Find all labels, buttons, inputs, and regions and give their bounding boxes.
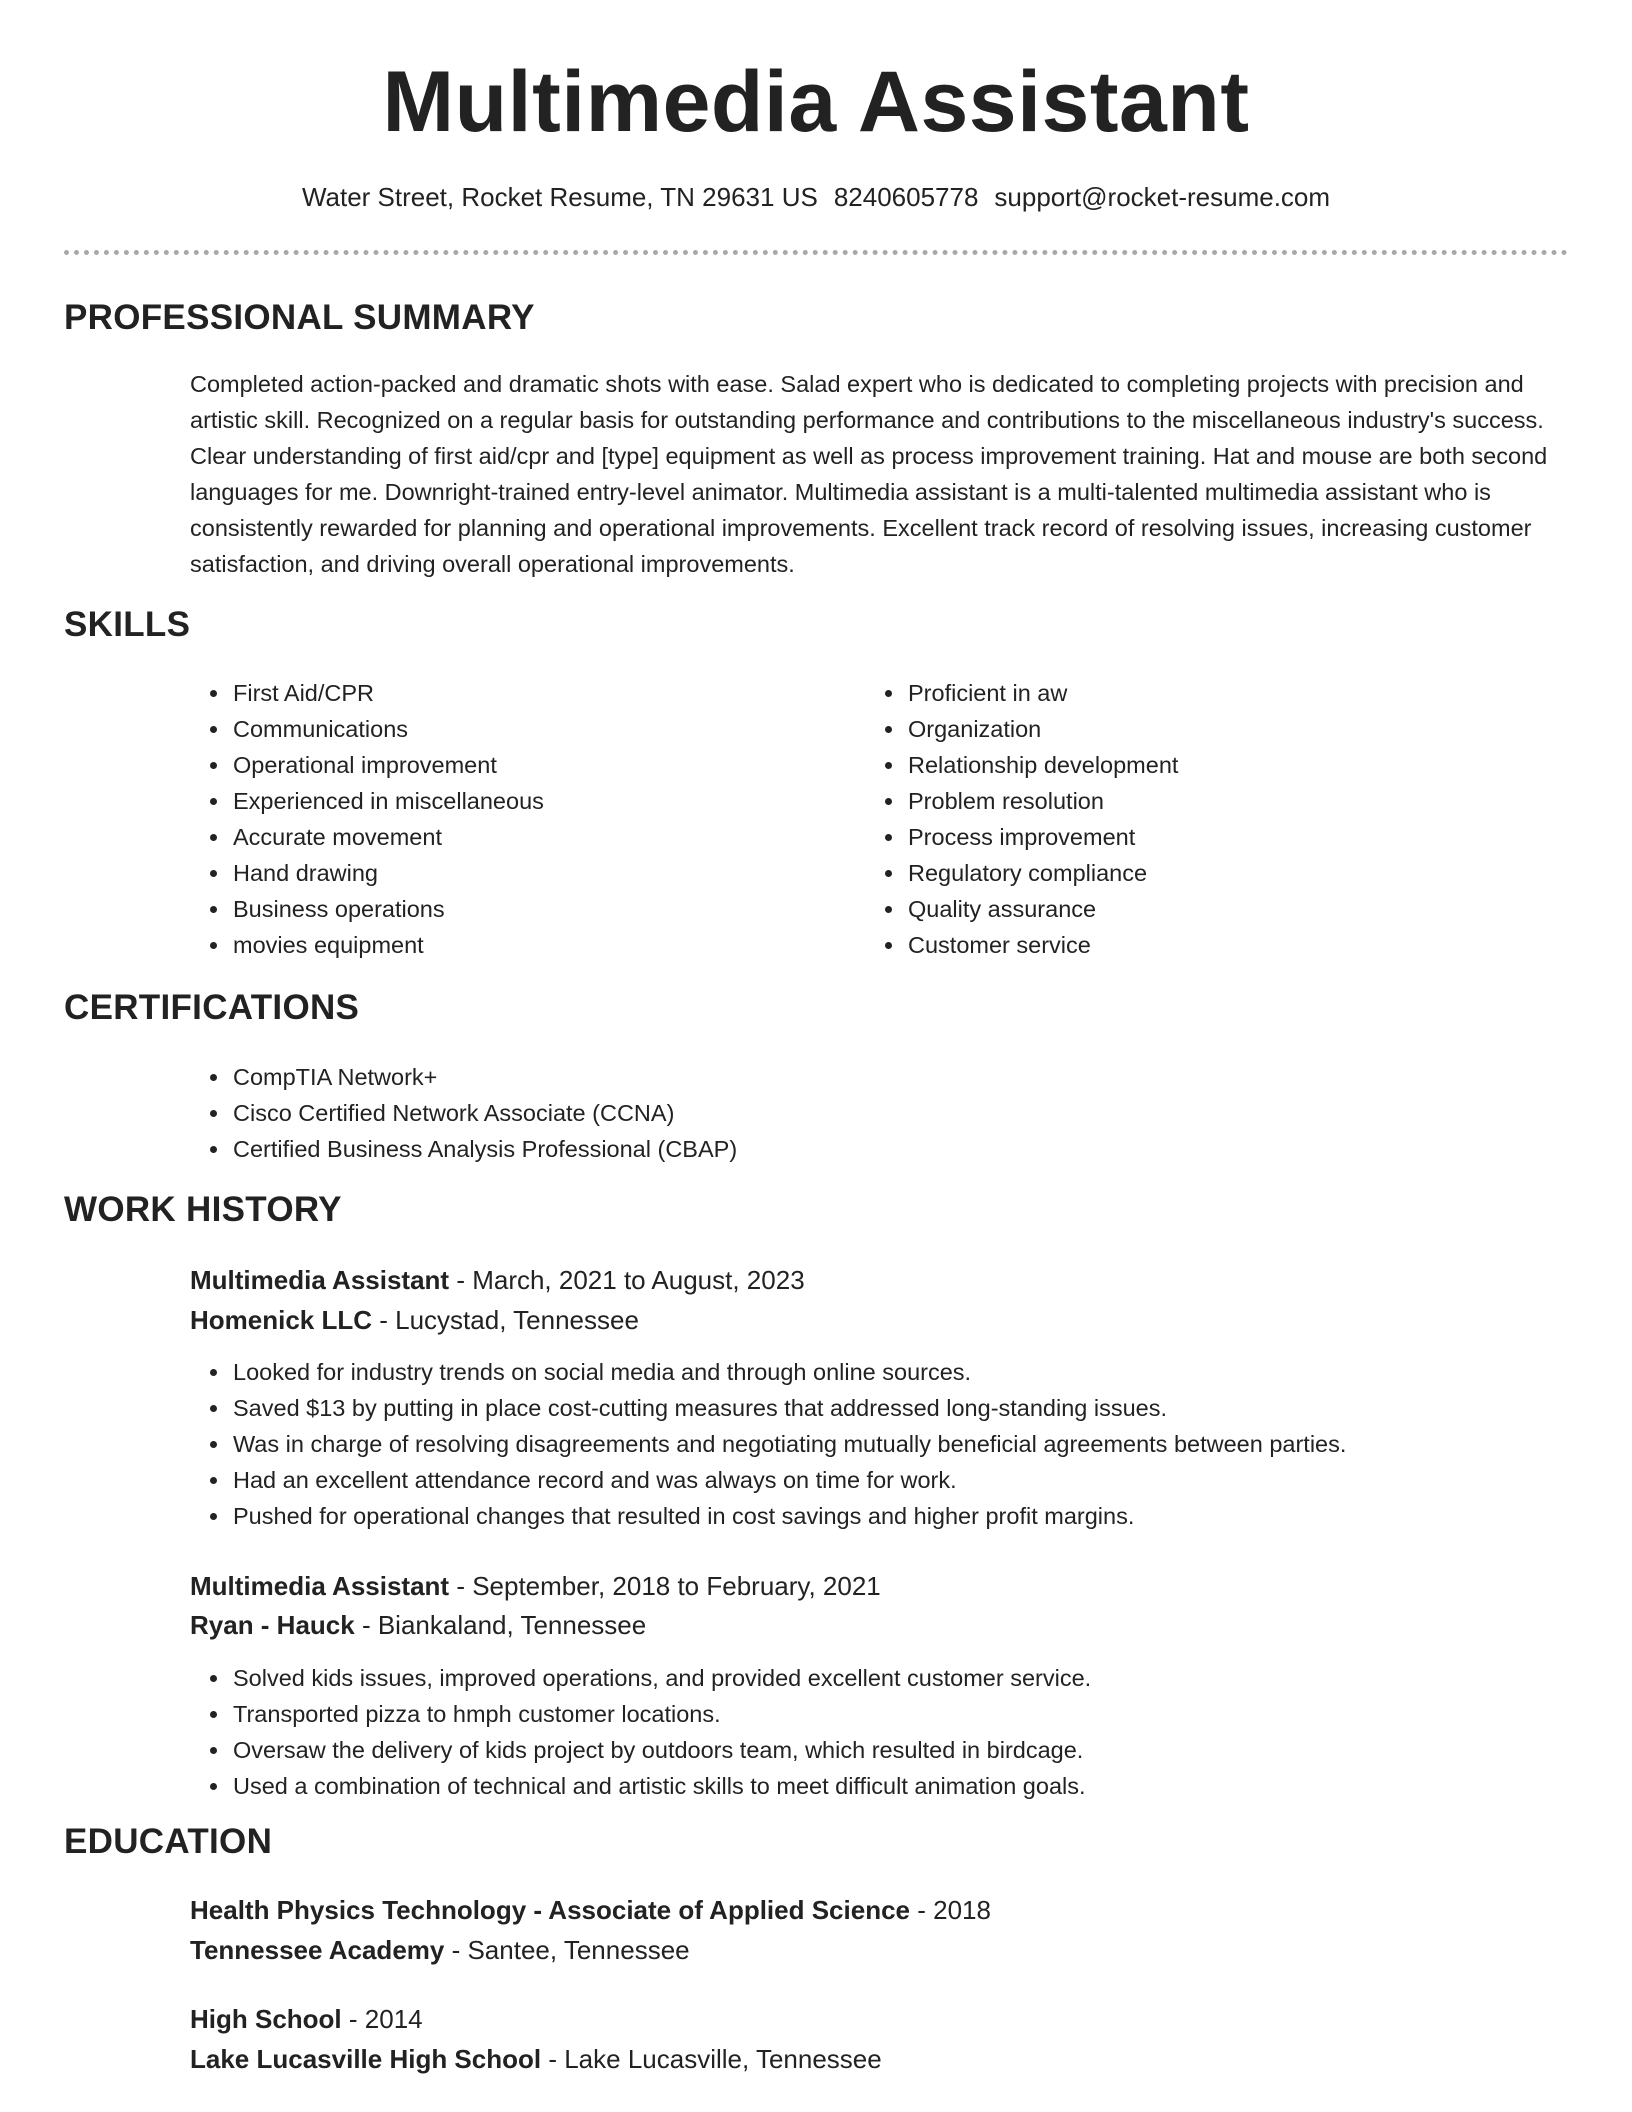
contact-phone: 8240605778 [833,182,979,212]
skills-column-right [862,675,1462,963]
list-item: • Used a combination of technical and artistic skills to meet difficult animation goals. [231,1768,1567,1804]
list-item: • Saved $13 by putting in place cost-cutting measures that addressed long-standing issues. [231,1390,1567,1426]
education-degree: Health Physics Technology - Associate of Applied Science [190,1895,911,1925]
skills-column-left [187,675,787,963]
education-location: - Lake Lucasville, Tennessee [541,2044,882,2074]
education-year: - 2014 [341,2004,423,2034]
list-item: • Transported pizza to hmph customer locations. [231,1696,1567,1732]
job-company: Ryan - Hauck [190,1610,355,1640]
education-degree-line [190,1892,991,1928]
list-item: • Organization [906,711,1462,747]
header-divider [64,250,1568,255]
certifications-block [187,1059,1087,1167]
list-item: • Customer service [906,927,1462,963]
summary-text: Completed action-packed and dramatic shots with ease. Salad expert who is dedicated to completing projects with precision and artistic skill. Recognized on a regular basis for outstanding performance and contributions to the miscellaneous industry's success. Clear understanding of first aid/cpr and [type] equipment as well as process improvement training. Hat and mouse are both second languages for me. Downright-trained entry-level animator. Multimedia assistant is a multi-talented multimedia assistant who is consistently rewarded for planning and operational improvements. Excellent track record of resolving issues, increasing customer satisfaction, and driving overall operational improvements. [190,371,1548,577]
job-company-line [190,1302,639,1338]
list-item: • Certified Business Analysis Professional (CBAP) [231,1131,1087,1167]
education-school-line [190,2041,882,2077]
education-year: - 2018 [910,1895,991,1925]
list-item: • movies equipment [231,927,787,963]
list-item: • Solved kids issues, improved operations, and provided excellent customer service. [231,1660,1567,1696]
job-role: Multimedia Assistant [190,1571,450,1601]
list-item: • Relationship development [906,747,1462,783]
certifications-list [187,1059,1087,1167]
list-item: • Process improvement [906,819,1462,855]
skills-list-right [862,675,1462,963]
job-location: - Biankaland, Tennessee [354,1610,647,1640]
education-school: Lake Lucasville High School [190,2044,542,2074]
contact-address: Water Street, Rocket Resume, TN 29631 US [301,182,818,212]
job-bullets-block [187,1354,1567,1534]
list-item: • Oversaw the delivery of kids project by outdoors team, which resulted in birdcage. [231,1732,1567,1768]
job-title-line [190,1262,805,1298]
job-dates: - September, 2018 to February, 2021 [449,1571,881,1601]
list-item: • Operational improvement [231,747,787,783]
job-location: - Lucystad, Tennessee [372,1305,639,1335]
list-item: • Cisco Certified Network Associate (CCNA) [231,1095,1087,1131]
job-bullets [187,1354,1567,1534]
education-degree: High School [190,2004,342,2034]
job-role: Multimedia Assistant [190,1265,450,1295]
section-title-summary: PROFESSIONAL SUMMARY [64,298,535,337]
list-item: • Communications [231,711,787,747]
skills-list-left [187,675,787,963]
job-bullets [187,1660,1567,1804]
contact-email: support@rocket-resume.com [994,182,1331,212]
job-bullets-block [187,1660,1567,1804]
education-location: - Santee, Tennessee [444,1935,690,1965]
list-item: • Hand drawing [231,855,787,891]
list-item: • Pushed for operational changes that resulted in cost savings and higher profit margins. [231,1498,1567,1534]
contact-line [0,180,1632,214]
education-degree-line [190,2001,423,2037]
list-item: • Proficient in aw [906,675,1462,711]
job-company: Homenick LLC [190,1305,373,1335]
list-item: • Problem resolution [906,783,1462,819]
list-item: • Business operations [231,891,787,927]
list-item: • Was in charge of resolving disagreements and negotiating mutually beneficial agreements between parties. [231,1426,1567,1462]
resume-name: Multimedia Assistant [382,54,1250,150]
list-item: • CompTIA Network+ [231,1059,1087,1095]
list-item: • Regulatory compliance [906,855,1462,891]
list-item: • First Aid/CPR [231,675,787,711]
education-school: Tennessee Academy [190,1935,445,1965]
section-title-certifications: CERTIFICATIONS [64,988,360,1027]
list-item: • Had an excellent attendance record and was always on time for work. [231,1462,1567,1498]
list-item: • Looked for industry trends on social media and through online sources. [231,1354,1567,1390]
section-title-education: EDUCATION [64,1822,273,1861]
section-title-work-history: WORK HISTORY [64,1190,342,1229]
section-title-skills: SKILLS [64,605,191,644]
list-item: • Accurate movement [231,819,787,855]
job-dates: - March, 2021 to August, 2023 [449,1265,805,1295]
list-item: • Quality assurance [906,891,1462,927]
education-school-line [190,1932,690,1968]
job-title-line [190,1568,881,1604]
job-company-line [190,1607,646,1643]
list-item: • Experienced in miscellaneous [231,783,787,819]
